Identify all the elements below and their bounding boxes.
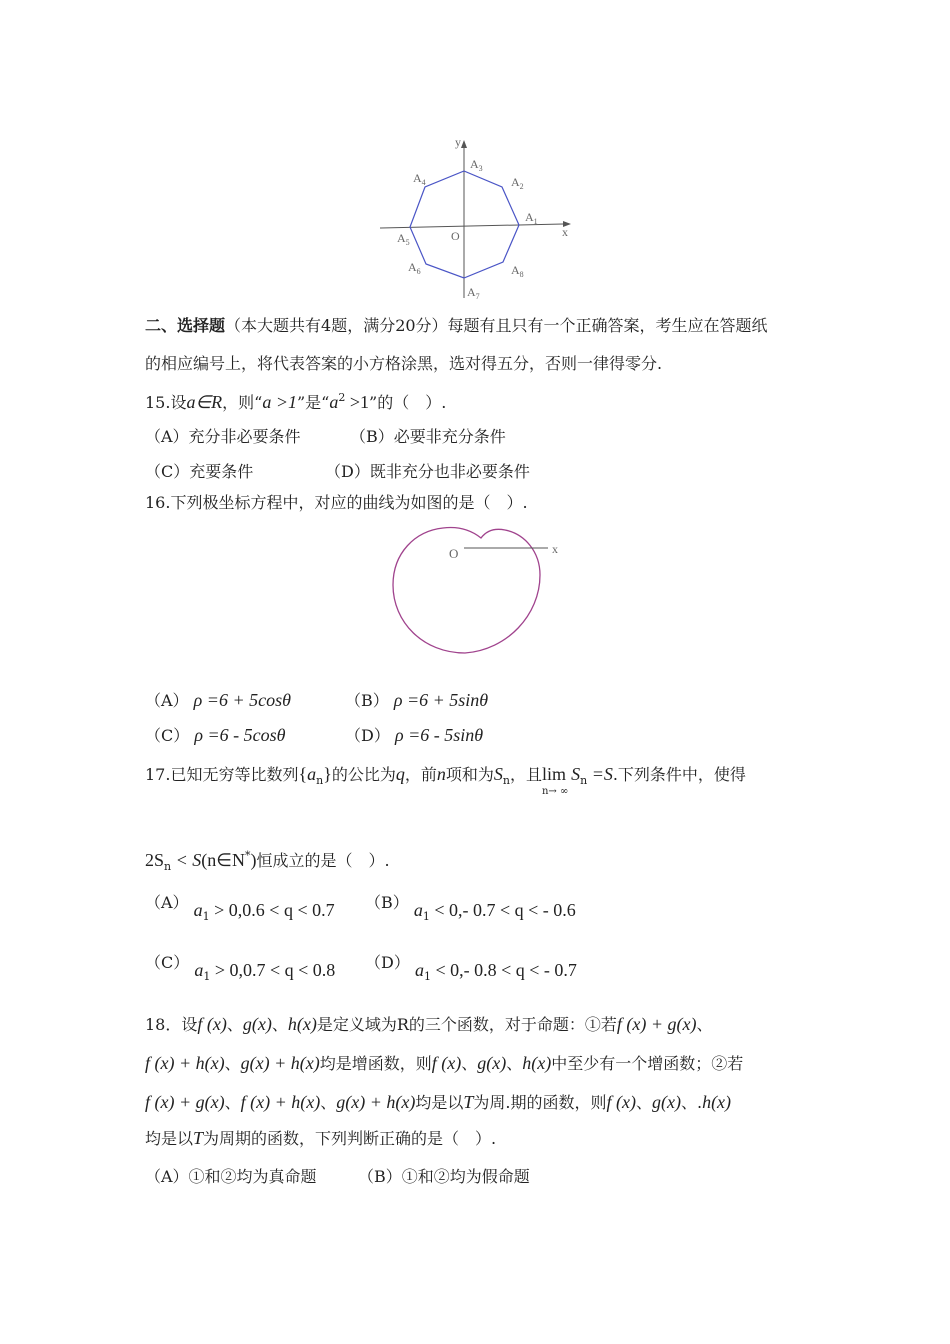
q18-l1a: 18．设 — [145, 1015, 198, 1034]
q16-option-c-label: （C） — [145, 726, 190, 745]
q17-lim-S-sub: n — [580, 774, 588, 787]
q15-option-a[interactable]: （A）充分非必要条件 — [145, 427, 301, 446]
q18-line1 — [145, 1014, 713, 1035]
q16-option-d-label: （D） — [345, 726, 390, 745]
q16-stem: 16.下列极坐标方程中，对应的曲线为如图的是（ ）. — [145, 493, 528, 512]
q17-cond-d: ) — [250, 850, 257, 870]
q17-brace-close: } — [323, 764, 332, 784]
point-a8: $A_8$ — [511, 263, 524, 279]
q18-l3k: g(x) — [651, 1092, 681, 1112]
q18-l1b: f (x) — [197, 1014, 227, 1034]
q16-option-c-expr: ρ =6 - 5cosθ — [194, 725, 286, 745]
q18-l2c: g(x) + h(x) — [240, 1053, 320, 1073]
q17-option-d-rest: < 0,- 0.8 < q < - 0.7 — [430, 960, 577, 980]
q18-l2i: h(x) — [522, 1053, 552, 1073]
point-a7: $A_7$ — [467, 285, 480, 301]
q17-limit — [541, 764, 569, 797]
q18-l2a: f (x) + h(x) — [145, 1053, 225, 1073]
q15-mid2: ”是“ — [296, 393, 330, 412]
q15-cond2-base: a — [329, 392, 339, 412]
section-heading: 二、选择题 — [145, 316, 226, 335]
y-axis-arrow — [461, 140, 467, 148]
q18-l4c: 为周期的函数，下列判断正确的是（ ）. — [203, 1129, 497, 1148]
q17-t7: 恒成立的是（ ）. — [256, 851, 390, 870]
q15-cond2-rest: >1 — [345, 392, 370, 412]
q17-option-c-rest: > 0,0.7 < q < 0.8 — [210, 960, 336, 980]
q16-option-d[interactable] — [345, 723, 483, 746]
q17-lim-eq: =S — [587, 764, 613, 784]
point-a3: $A_3$ — [470, 157, 483, 173]
q18-l1d: g(x) — [242, 1014, 272, 1034]
q17-t6: .下列条件中，使得 — [612, 765, 746, 784]
q18-l3b: 、 — [224, 1093, 241, 1112]
q16-option-b[interactable] — [345, 688, 488, 711]
q17-option-b-sub: 1 — [422, 910, 430, 923]
q17-option-a-a: a — [193, 900, 203, 920]
q18-line4 — [145, 1128, 496, 1149]
q15-prefix: 15.设 — [145, 393, 187, 412]
q17-option-b-label: （B） — [365, 893, 409, 912]
q18-l1h: f (x) + g(x) — [616, 1014, 697, 1034]
q18-l2d: 均是增函数，则 — [319, 1054, 432, 1073]
q15-option-d[interactable]: （D）既非充分也非必要条件 — [325, 462, 530, 481]
q17-stem-line2 — [145, 846, 390, 877]
cardioid-curve — [393, 527, 540, 653]
q16-option-d-expr: ρ =6 - 5sinθ — [394, 725, 484, 745]
q17-lim: lim — [541, 764, 566, 784]
q17-option-a-rest: > 0,0.6 < q < 0.7 — [209, 900, 335, 920]
q15-stem — [145, 388, 446, 413]
section-intro-line1 — [145, 316, 768, 336]
q17-q: q — [395, 764, 405, 784]
q15-option-b[interactable]: （B）必要非充分条件 — [350, 427, 506, 446]
q18-line3 — [145, 1092, 731, 1113]
q17-seq-sub: n — [316, 774, 324, 787]
q15-cond1: a >1 — [262, 392, 297, 412]
q16-option-b-expr: ρ =6 + 5sinθ — [393, 690, 489, 710]
q17-option-d-a: a — [414, 960, 424, 980]
q18-l3l: 、. — [680, 1093, 703, 1112]
cardioid-figure — [385, 520, 575, 660]
q18-l1e: 、 — [271, 1015, 288, 1034]
q18-l1g: 是定义域为R的三个函数，对于命题：①若 — [316, 1015, 617, 1034]
q15-option-c[interactable]: （C）充要条件 — [145, 462, 254, 481]
q18-l2e: f (x) — [431, 1053, 462, 1073]
q17-cond-b: < S — [171, 850, 202, 870]
q17-option-c-a: a — [194, 960, 204, 980]
q17-option-b[interactable] — [365, 893, 576, 923]
q17-option-d[interactable] — [365, 953, 577, 983]
q15-cond2-sup: 2 — [338, 391, 346, 404]
q17-option-c-label: （C） — [145, 953, 190, 972]
q17-t1: 17.已知无穷等比数列 — [145, 765, 299, 784]
q18-l3a: f (x) + g(x) — [145, 1092, 225, 1112]
q16-option-a-expr: ρ =6 + 5cosθ — [193, 690, 291, 710]
q15-set: a∈R — [186, 392, 223, 412]
point-a2: $A_2$ — [511, 175, 524, 191]
q18-option-a[interactable]: （A）①和②均为真命题 — [145, 1167, 317, 1186]
q18-l1c: 、 — [226, 1015, 243, 1034]
pole-label: O — [449, 546, 459, 561]
octagon-figure — [375, 130, 585, 305]
q18-option-b[interactable]: （B）①和②均为假命题 — [358, 1167, 530, 1186]
q17-option-d-label: （D） — [365, 953, 410, 972]
q18-l1i: 、 — [696, 1015, 713, 1034]
q17-option-b-a: a — [413, 900, 423, 920]
q16-option-a[interactable] — [145, 688, 291, 711]
q17-t4: 项和为 — [445, 765, 494, 784]
q18-l3i: f (x) — [606, 1092, 636, 1112]
q18-l2g: g(x) — [477, 1053, 507, 1073]
q18-l2f: 、 — [461, 1054, 478, 1073]
q18-l3j: 、 — [635, 1093, 652, 1112]
q18-l3f: 均是以 — [415, 1093, 464, 1112]
q17-cond-sub: n — [164, 860, 172, 873]
q17-S: S — [493, 764, 503, 784]
x-axis-label: x — [562, 225, 568, 239]
q17-n: n — [436, 764, 446, 784]
point-a4: $A_4$ — [413, 171, 426, 187]
q18-l4a: 均是以 — [145, 1129, 194, 1148]
q16-option-c[interactable] — [145, 723, 285, 746]
q15-end: ”的（ ）. — [369, 393, 447, 412]
q17-option-a-sub: 1 — [202, 910, 210, 923]
q18-l4b: T — [193, 1128, 204, 1148]
q18-line2 — [145, 1053, 743, 1074]
q17-cond-a: 2S — [145, 850, 165, 870]
origin-label: O — [451, 229, 460, 243]
polar-axis-label: x — [552, 542, 558, 556]
q17-lim-S: S — [571, 764, 581, 784]
q17-option-c[interactable] — [145, 953, 336, 983]
q15-mid1: ，则“ — [222, 393, 263, 412]
q17-option-c-sub: 1 — [203, 970, 211, 983]
point-a6: $A_6$ — [408, 260, 421, 276]
section-intro-2: 的相应编号上，将代表答案的小方格涂黑，选对得五分，否则一律得零分. — [145, 354, 663, 373]
section-intro-line2 — [145, 354, 662, 374]
q18-l3g: T — [463, 1092, 474, 1112]
q16-option-b-label: （B） — [345, 691, 389, 710]
q17-S-sub: n — [502, 774, 510, 787]
q18-l2j: 中至少有一个增函数；②若 — [551, 1054, 744, 1073]
q18-l3h: 为周.期的函数，则 — [473, 1093, 607, 1112]
q18-l2h: 、 — [506, 1054, 523, 1073]
section-intro-1: （本大题共有4题，满分20分）每题有且只有一个正确答案，考生应在答题纸 — [225, 316, 768, 335]
q17-option-a-label: （A） — [145, 893, 189, 912]
q18-l3d: 、 — [320, 1093, 337, 1112]
q17-cond-c: (n∈N — [201, 850, 245, 870]
q16-option-a-label: （A） — [145, 691, 189, 710]
q17-option-a[interactable] — [145, 893, 335, 923]
y-axis-label: y — [455, 135, 461, 149]
q17-option-b-rest: < 0,- 0.7 < q < - 0.6 — [429, 900, 576, 920]
q17-cond-sup: * — [244, 849, 251, 862]
q17-brace-open: { — [298, 764, 308, 784]
q17-option-d-sub: 1 — [423, 970, 431, 983]
q17-seq: a — [307, 764, 317, 784]
q18-l2b: 、 — [224, 1054, 241, 1073]
q18-l3c: f (x) + h(x) — [240, 1092, 321, 1112]
point-a1: $A_1$ — [525, 210, 538, 226]
point-a5: $A_5$ — [397, 231, 410, 247]
q17-lim-sub: n→ ∞ — [541, 786, 569, 797]
q17-t3: ，前 — [404, 765, 437, 784]
q18-l3e: g(x) + h(x) — [336, 1092, 416, 1112]
q18-l3m: h(x) — [702, 1092, 732, 1112]
q17-t2: 的公比为 — [331, 765, 396, 784]
q17-stem-line1 — [145, 764, 746, 797]
q17-t5: ，且 — [509, 765, 542, 784]
q18-l1f: h(x) — [287, 1014, 317, 1034]
